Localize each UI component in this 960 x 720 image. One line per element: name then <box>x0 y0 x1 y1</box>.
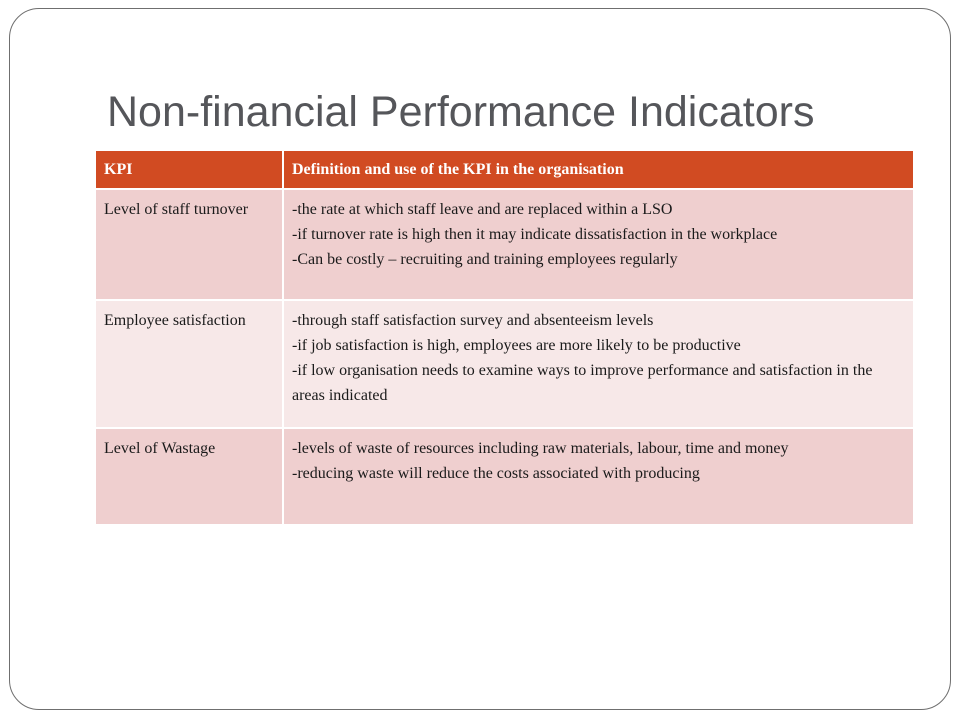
definition-line: -the rate at which staff leave and are replaced within a LSO <box>292 201 673 218</box>
table-header-row <box>96 151 913 189</box>
definition-line: -through staff satisfaction survey and absenteeism levels <box>292 312 654 329</box>
kpi-table <box>96 151 913 526</box>
header-definition: Definition and use of the KPI in the organisation <box>283 151 913 189</box>
table-row <box>96 428 913 525</box>
kpi-name-cell: Employee satisfaction <box>96 300 283 428</box>
table-row <box>96 189 913 300</box>
table-row <box>96 300 913 428</box>
kpi-definition-cell <box>283 428 913 525</box>
kpi-name-cell: Level of staff turnover <box>96 189 283 300</box>
definition-line: -if job satisfaction is high, employees are more likely to be productive <box>292 337 741 354</box>
kpi-definition-cell <box>283 189 913 300</box>
definition-line: -Can be costly – recruiting and training employees regularly <box>292 251 678 268</box>
definition-line: -if low organisation needs to examine ways to improve performance and satisfaction in the areas indicated <box>292 362 873 404</box>
slide-title: Non-financial Performance Indicators <box>107 88 815 136</box>
definition-line: -levels of waste of resources including raw materials, labour, time and money <box>292 440 789 457</box>
kpi-name-cell: Level of Wastage <box>96 428 283 525</box>
definition-line: -if turnover rate is high then it may indicate dissatisfaction in the workplace <box>292 226 778 243</box>
kpi-definition-cell <box>283 300 913 428</box>
header-kpi: KPI <box>96 151 283 189</box>
definition-line: -reducing waste will reduce the costs associated with producing <box>292 465 700 482</box>
